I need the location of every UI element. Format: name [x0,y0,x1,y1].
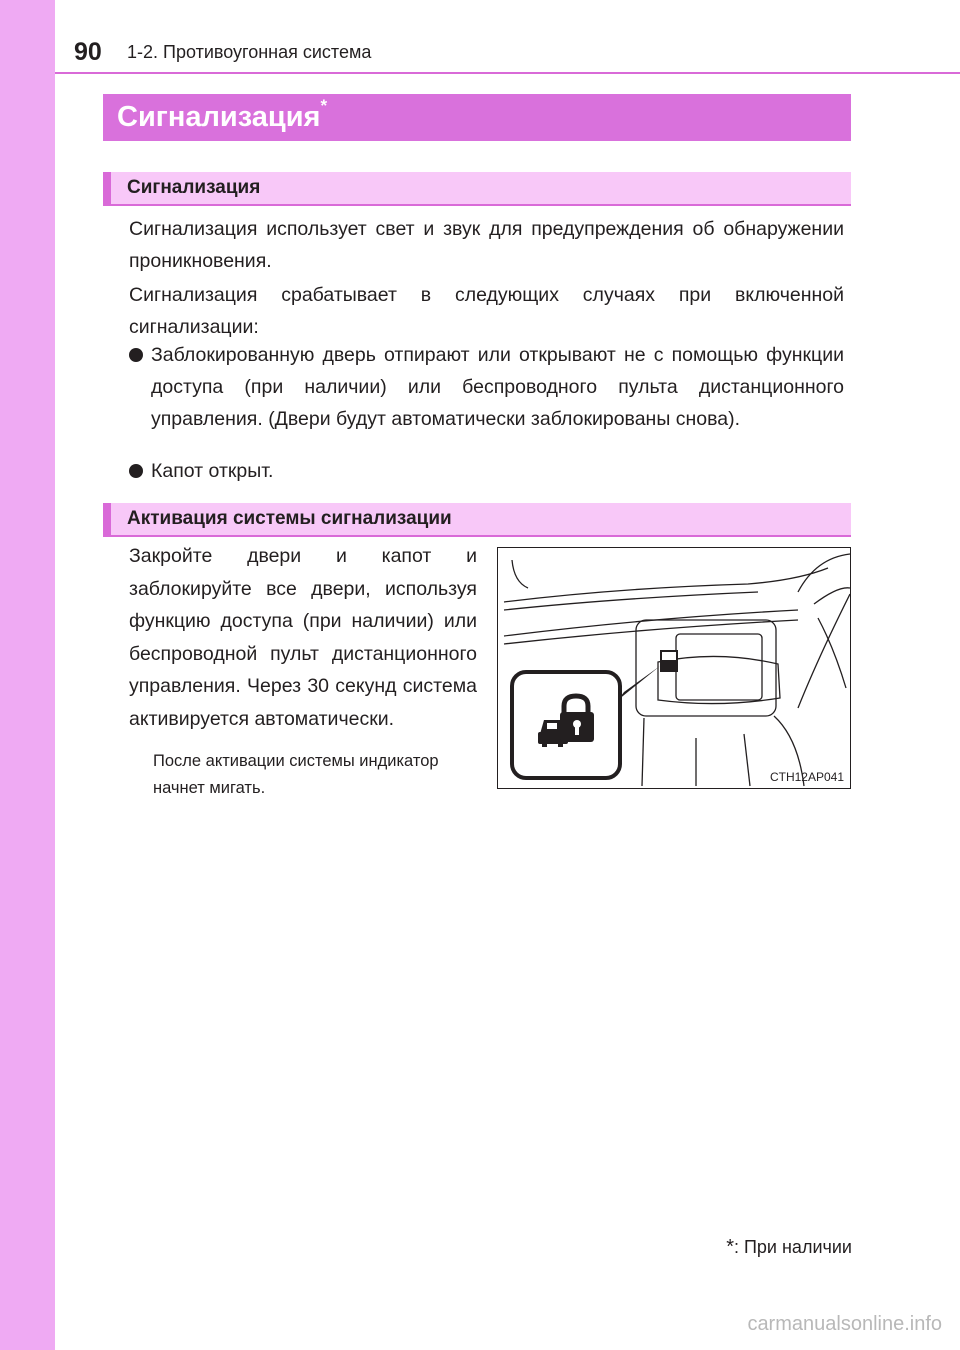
indicator-note: После активации системы индикатор начнет мигать. [153,752,439,797]
breadcrumb: 1-2. Противоугонная система [127,42,372,62]
figure-code: CTH12AP041 [769,770,844,784]
section-marker [103,172,111,204]
list-item-text: Капот открыт. [151,460,274,482]
dashboard-illustration [497,547,851,789]
section-heading-activation [103,503,851,537]
footnote-text: : При наличии [733,1237,852,1257]
header-divider [55,72,960,74]
footnote-asterisk: * [726,1236,734,1258]
dashboard-drawing [498,548,851,789]
list-item-text: Заблокированную дверь отпирают или открывают не с помощью функции доступа (при наличии) или беспроводного пульта дистанционного управления. (Двери будут автоматически заблокированы снова). [151,344,844,430]
watermark: carmanualsonline.info [747,1313,942,1335]
section-heading-text: Активация системы сигнализации [127,508,452,529]
side-color-strip [0,0,55,1350]
intro-paragraph: Сигнализация использует свет и звук для предупреждения об обнаружении проникновения. [129,218,844,272]
page-title-bar [103,94,851,141]
availability-asterisk: * [320,96,328,115]
list-item [129,339,844,435]
page-number: 90 [74,38,102,66]
trigger-paragraph: Сигнализация срабатывает в следующих случаях при включенной сигнализации: [129,284,844,338]
activation-paragraph: Закройте двери и капот и заблокируйте все двери, используя функцию доступа (при наличии) или беспроводной пульт дистанционного управления. Через 30 секунд система активируется автоматически. [129,545,477,730]
list-item [129,455,844,487]
bullet-dot [129,464,143,478]
section-marker [103,503,111,535]
section-heading-text: Сигнализация [127,177,261,198]
bullet-dot [129,348,143,362]
page-title [117,96,328,134]
page-title-text: Сигнализация [117,101,321,133]
footnote [726,1236,852,1259]
section-heading-alarm [103,172,851,206]
